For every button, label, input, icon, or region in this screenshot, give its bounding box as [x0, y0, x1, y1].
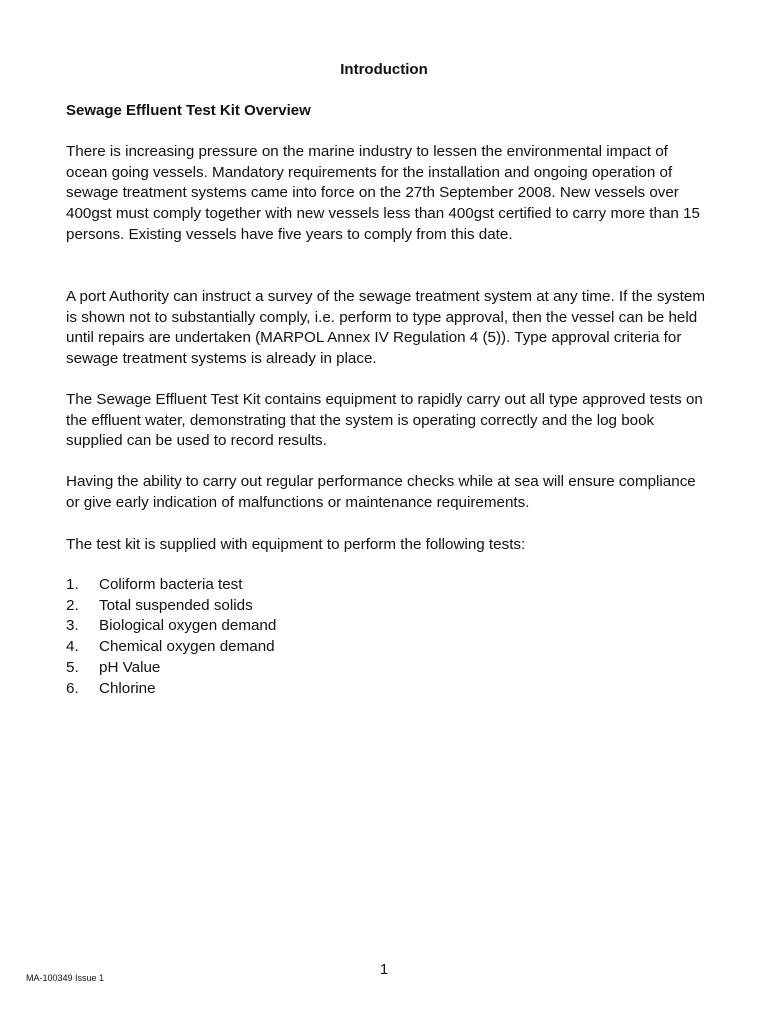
list-item-number: 2. — [66, 596, 79, 614]
paragraph-port-authority: A port Authority can instruct a survey of the sewage treatment system at any time. If the system is shown not to substantially comply, i.e. perform to type approval, then the vessel can be held until repairs are undertaken (MARPOL Annex IV Regulation 4 (5)). Type approval criteria for sewage treatment systems is already in place. — [66, 288, 706, 368]
list-item — [66, 616, 276, 637]
list-item-number: 4. — [66, 638, 79, 656]
list-item-number: 3. — [66, 617, 79, 635]
list-item — [66, 575, 276, 596]
tests-list — [66, 575, 276, 699]
list-item-label: Chlorine — [99, 679, 156, 697]
document-reference: MA-100349 Issue 1 — [26, 973, 105, 983]
list-item-label: pH Value — [99, 658, 161, 676]
list-item-label: Coliform bacteria test — [99, 576, 243, 593]
list-item — [66, 596, 276, 617]
list-item-number: 1. — [66, 576, 79, 593]
list-item-number: 6. — [66, 679, 79, 697]
section-heading: Sewage Effluent Test Kit Overview — [66, 102, 311, 119]
paragraph-performance-checks: Having the ability to carry out regular performance checks while at sea will ensure compliance or give early indication of malfunctions or maintenance requirements. — [66, 473, 696, 511]
list-item-number: 5. — [66, 658, 79, 676]
paragraph-test-kit-contents: The Sewage Effluent Test Kit contains equipment to rapidly carry out all type approved tests on the effluent water, demonstrating that the system is operating correctly and the log book supplied can be used to record results. — [66, 391, 703, 450]
paragraph-environmental-pressure: There is increasing pressure on the marine industry to lessen the environmental impact of ocean going vessels. Mandatory requirements for the installation and ongoing operation of sewage treatment systems came into force on the 27th September 2008. New vessels over 400gst must comply together with new vessels less than 400gst certified to carry more than 15 persons. Existing vessels have five years to comply from this date. — [66, 143, 700, 243]
list-item — [66, 658, 276, 679]
page-title: Introduction — [340, 61, 428, 78]
list-item — [66, 637, 276, 658]
list-item — [66, 679, 276, 700]
list-item-label: Biological oxygen demand — [99, 617, 277, 635]
list-item-label: Chemical oxygen demand — [99, 638, 275, 656]
list-item-label: Total suspended solids — [99, 596, 253, 614]
paragraph-tests-intro: The test kit is supplied with equipment to perform the following tests: — [66, 536, 526, 553]
page-number: 1 — [379, 961, 389, 978]
